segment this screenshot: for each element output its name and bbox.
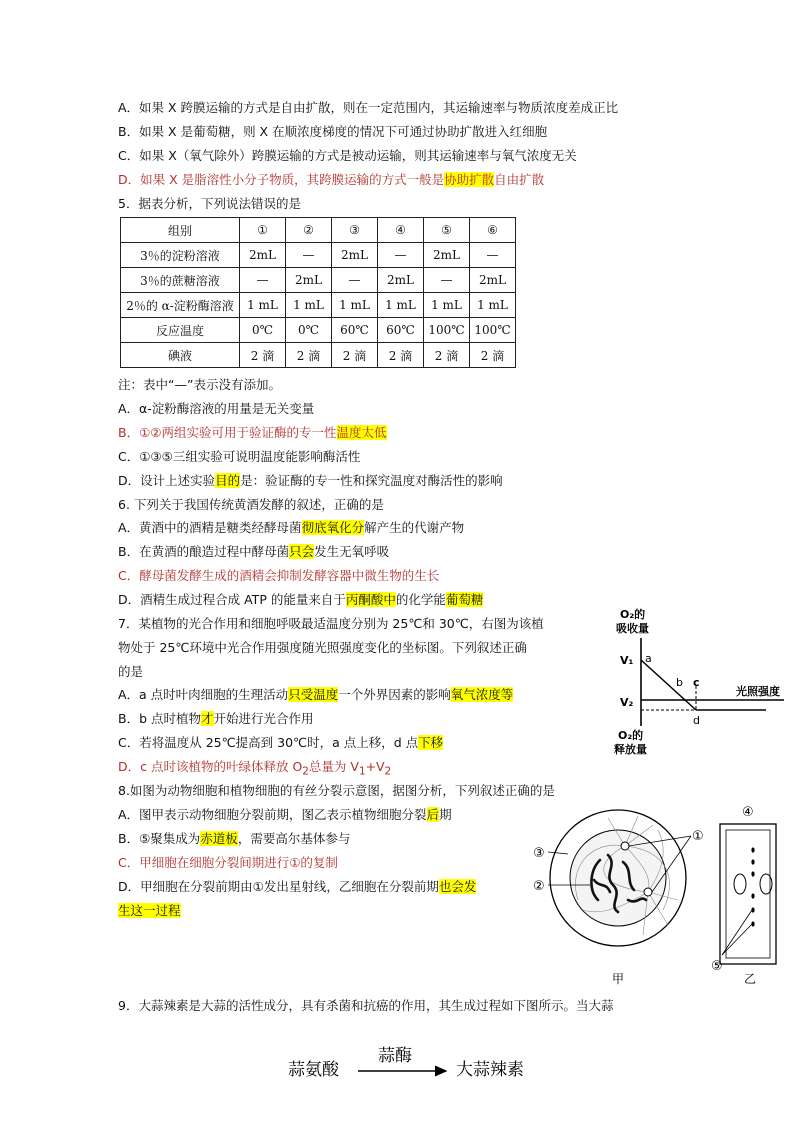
y-axis-top-label: O₂的 (620, 608, 646, 621)
label-1: ① (692, 829, 704, 844)
q6-stem: 6. 下列关于我国传统黄酒发酵的叙述，正确的是 (118, 497, 384, 512)
photosynthesis-graph (596, 604, 792, 756)
table-cell: 1 mL (332, 293, 378, 318)
table-cell: 2 滴 (470, 343, 516, 368)
q4-option-a: A．如果 X 跨膜运输的方式是自由扩散，则在一定范围内，其运输速率与物质浓度差成正比 (118, 100, 619, 115)
table-group: ⑥ (470, 218, 516, 243)
table-cell: — (332, 268, 378, 293)
row-label: 3％的蔗糖溶液 (121, 268, 240, 293)
highlight: 只受温度 (288, 687, 339, 702)
table-cell: 100℃ (424, 318, 470, 343)
centrosome (644, 888, 652, 896)
table-row (121, 318, 516, 343)
highlight: 氧气浓度等 (450, 687, 514, 702)
experiment-table (120, 217, 516, 368)
label-5: ⑤ (711, 959, 723, 974)
vesicles (751, 847, 754, 926)
table-row (121, 243, 516, 268)
highlight: 彻底氧化分 (301, 520, 365, 535)
table-cell: 2 滴 (286, 343, 332, 368)
table-cell: 1 mL (286, 293, 332, 318)
v1-label: V₁ (620, 654, 634, 667)
table-row (121, 343, 516, 368)
caption-jia: 甲 (612, 972, 625, 986)
q7-stem-line-2: 物处于 25℃环境中光合作用强度随光照强度变化的坐标图。下列叙述正确 (118, 640, 527, 655)
table-group: ④ (378, 218, 424, 243)
table-cell: 2mL (378, 268, 424, 293)
table-row (121, 293, 516, 318)
q8-option-a: A．图甲表示动物细胞分裂前期，图乙表示植物细胞分裂后期 (118, 807, 452, 822)
q6-option-b: B．在黄酒的酿造过程中酵母菌只会发生无氧呼吸 (118, 544, 390, 559)
table-cell: — (286, 243, 332, 268)
table-cell: 2mL (424, 243, 470, 268)
table-cell: 60℃ (332, 318, 378, 343)
table-row (121, 268, 516, 293)
highlight: 下移 (418, 735, 444, 750)
q5-option-d: D．设计上述实验目的是：验证酶的专一性和探究温度对酶活性的影响 (118, 473, 503, 488)
mitosis-diagram (528, 800, 790, 990)
reaction-diagram (280, 1042, 560, 1084)
table-cell: 1 mL (424, 293, 470, 318)
point-b-label: b (676, 676, 683, 689)
y-axis-bottom-label: 释放量 (614, 743, 647, 756)
curve-line (641, 660, 696, 710)
pointer-line (722, 924, 752, 955)
table-group: ③ (332, 218, 378, 243)
highlight: 丙酮酸中 (345, 592, 396, 607)
q7-option-c: C．若将温度从 25℃提高到 30℃时，a 点上移，d 点下移 (118, 735, 444, 750)
table-cell: 0℃ (240, 318, 286, 343)
highlight: 温度太低 (336, 425, 387, 440)
table-cell: 2 滴 (424, 343, 470, 368)
q7-option-a: A．a 点时叶肉细胞的生理活动只受温度一个外界因素的影响氧气浓度等 (118, 687, 514, 702)
centrosome (621, 842, 629, 850)
q5-stem: 5．据表分析，下列说法错误的是 (118, 196, 301, 211)
q7-stem-line-3: 的是 (118, 664, 144, 679)
q8-option-c: C．甲细胞在细胞分裂间期进行①的复制 (118, 855, 338, 870)
point-a-label: a (645, 652, 652, 665)
v2-label: V₂ (620, 696, 634, 709)
q9-stem: 9．大蒜辣素是大蒜的活性成分，具有杀菌和抗癌的作用，其生成过程如下图所示。当大蒜 (118, 998, 614, 1013)
q7-option-d: D．c 点时该植物的叶绿体释放 $O_2$总量为 $V_1+V_2$ (118, 759, 392, 778)
row-label: 2％的 α-淀粉酶溶液 (121, 293, 240, 318)
table-cell: — (470, 243, 516, 268)
label-4: ④ (742, 805, 754, 820)
q5-option-c: C．①③⑤三组实验可说明温度能影响酶活性 (118, 449, 361, 464)
table-cell: 60℃ (378, 318, 424, 343)
q5-option-a: A．α-淀粉酶溶液的用量是无关变量 (118, 401, 315, 416)
point-d-label: d (693, 714, 700, 727)
highlight: 后 (426, 807, 440, 822)
enzyme-label: 蒜酶 (378, 1046, 412, 1066)
highlight: 目的 (215, 473, 241, 488)
y-axis-top-label: 吸收量 (616, 622, 649, 635)
row-label: 3％的淀粉溶液 (121, 243, 240, 268)
highlight: 也会发 (438, 879, 477, 894)
table-cell: 2mL (286, 268, 332, 293)
table-group: ① (240, 218, 286, 243)
table-group: ⑤ (424, 218, 470, 243)
row-label: 反应温度 (121, 318, 240, 343)
q6-option-c: C．酵母菌发酵生成的酒精会抑制发酵容器中微生物的生长 (118, 568, 440, 583)
caption-yi: 乙 (744, 972, 757, 986)
table-cell: 100℃ (470, 318, 516, 343)
table-header-label: 组别 (121, 218, 240, 243)
q8-stem: 8.如图为动物细胞和植物细胞的有丝分裂示意图，据图分析，下列叙述正确的是 (118, 783, 555, 798)
q6-option-d: D．酒精生成过程合成 ATP 的能量来自于丙酮酸中的化学能葡萄糖 (118, 592, 484, 607)
x-axis-label: 光照强度 (736, 685, 780, 698)
table-cell: 2 滴 (240, 343, 286, 368)
highlight: 只会 (289, 544, 315, 559)
table-cell: 1 mL (378, 293, 424, 318)
q7-stem-line-1: 7．某植物的光合作用和细胞呼吸最适温度分别为 25℃和 30℃，右图为该植 (118, 616, 544, 631)
reactant-label: 蒜氨酸 (288, 1060, 339, 1080)
table-cell: 2mL (240, 243, 286, 268)
q8-option-d-line-2 (118, 902, 181, 920)
pointer-line (722, 910, 752, 955)
y-axis-bottom-label: O₂的 (618, 729, 644, 742)
row-label: 碘液 (121, 343, 240, 368)
table-cell: — (240, 268, 286, 293)
q5-option-b: B．①②两组实验可用于验证酶的专一性温度太低 (118, 425, 387, 440)
table-header-row (121, 218, 516, 243)
highlight: 才 (200, 711, 214, 726)
q4-option-b: B．如果 X 是葡萄糖，则 X 在顺浓度梯度的情况下可通过协助扩散进入红细胞 (118, 124, 548, 139)
label-3: ③ (533, 846, 545, 861)
highlight: 协助扩散 (444, 172, 495, 187)
table-cell: 1 mL (470, 293, 516, 318)
q8-option-b: B．⑤聚集成为赤道板，需要高尔基体参与 (118, 831, 351, 846)
table-cell: 2mL (470, 268, 516, 293)
product-label: 大蒜辣素 (456, 1060, 524, 1080)
highlight: 生这一过程 (118, 903, 181, 918)
table-cell: 2mL (332, 243, 378, 268)
pointer-line (548, 852, 568, 854)
table-cell: — (424, 268, 470, 293)
point-c-label: c (693, 676, 700, 689)
q4-option-c: C．如果 X（氧气除外）跨膜运输的方式是被动运输，则其运输速率与氧气浓度无关 (118, 148, 577, 163)
q8-option-d-line-1: D．甲细胞在分裂前期由①发出星射线，乙细胞在分裂前期也会发 (118, 879, 477, 894)
table-cell: 1 mL (240, 293, 286, 318)
highlight: 赤道板 (200, 831, 238, 846)
label-2: ② (533, 879, 545, 894)
table-cell: 2 滴 (378, 343, 424, 368)
daughter-nucleus (734, 874, 746, 894)
q6-option-a: A．黄酒中的酒精是糖类经酵母菌彻底氧化分解产生的代谢产物 (118, 520, 465, 535)
q7-option-b: B．b 点时植物才开始进行光合作用 (118, 711, 314, 726)
table-cell: — (378, 243, 424, 268)
table-group: ② (286, 218, 332, 243)
table-cell: 0℃ (286, 318, 332, 343)
highlight: 葡萄糖 (445, 592, 484, 607)
q4-option-d: D．如果 X 是脂溶性小分子物质，其跨膜运输的方式一般是协助扩散自由扩散 (118, 172, 545, 187)
q5-note: 注：表中“—”表示没有添加。 (118, 377, 281, 392)
table-cell: 2 滴 (332, 343, 378, 368)
